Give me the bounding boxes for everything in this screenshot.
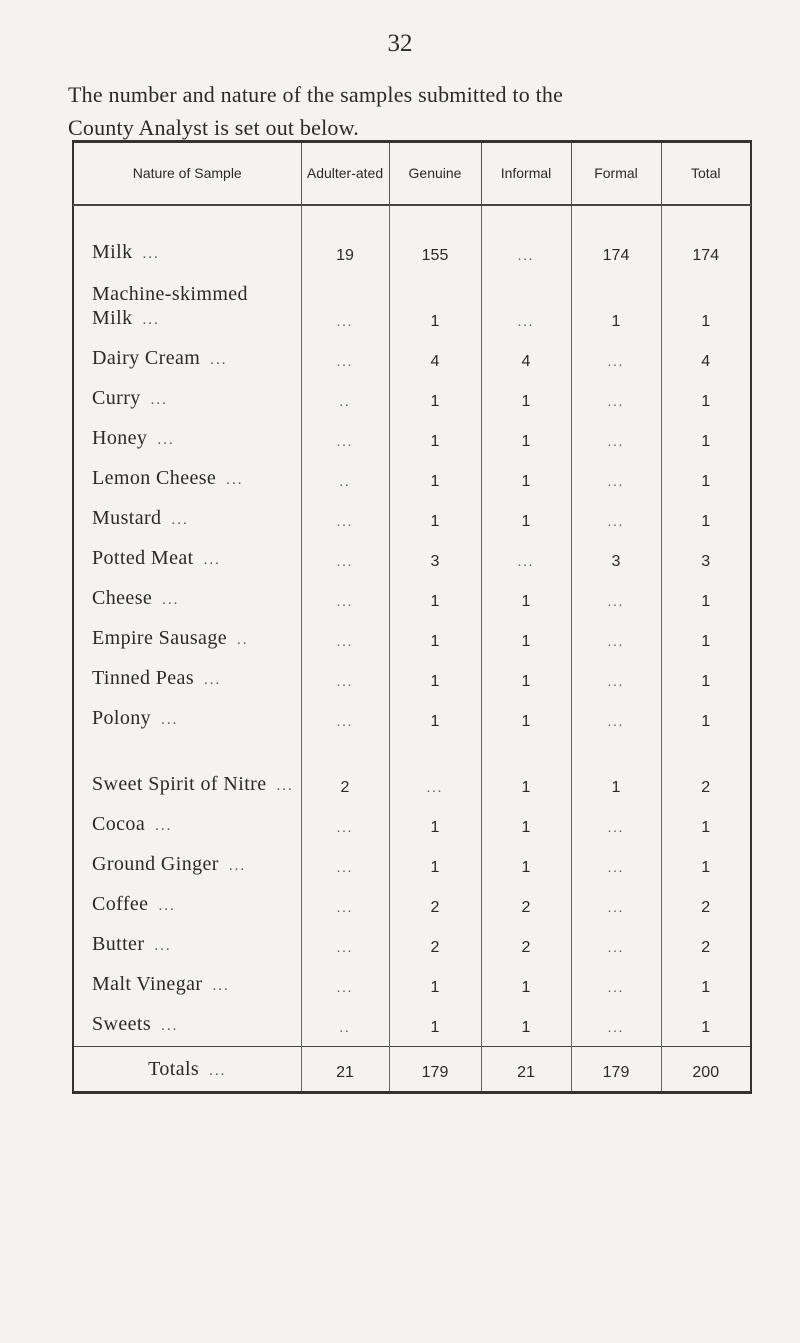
sample-name-cell [73,340,301,380]
cell-value: 19 [336,247,354,264]
cell-formal [571,846,661,886]
table-row [73,926,751,966]
header-adulterated: Adulter-ated [301,142,389,206]
totals-label: Totals [148,1058,200,1080]
sample-name-cell [73,580,301,620]
cell-adulterated [301,580,389,620]
header-informal: Informal [481,142,571,206]
leader-dots: ... [142,312,160,328]
sample-name: Empire Sausage [92,627,228,649]
cell-formal [571,1006,661,1047]
cell-informal [481,205,571,274]
nil-marker: ... [336,821,354,836]
cell-value: 174 [602,247,630,264]
cell-genuine [389,540,481,580]
cell-value: 1 [611,779,621,796]
leader-dots: ... [204,672,222,688]
nil-marker: ... [336,715,354,730]
cell-value: 1 [701,1019,711,1036]
table-row [73,500,751,540]
cell-adulterated [301,740,389,806]
cell-value: 1 [701,473,711,490]
cell-value: 1 [701,979,711,996]
sample-name-cell [73,205,301,274]
cell-value: 1 [521,593,531,610]
nil-marker: ... [607,715,625,730]
cell-formal [571,380,661,420]
cell-value: 2 [701,779,711,796]
sample-name-cell [73,274,301,340]
cell-genuine [389,846,481,886]
intro-line-1: The number and nature of the samples submitted to the [68,82,564,107]
totals-formal [571,1047,661,1093]
cell-informal [481,926,571,966]
cell-adulterated [301,540,389,580]
totals-total [661,1047,751,1093]
cell-total [661,274,751,340]
table-row [73,205,751,274]
cell-adulterated [301,1006,389,1047]
cell-value: 1 [430,819,440,836]
sample-name: Tinned Peas [92,667,195,689]
table-row [73,420,751,460]
cell-value: 1 [611,313,621,330]
sample-name: Machine-skimmed Milk [92,283,248,329]
cell-value: 4 [430,353,440,370]
cell-value: 2 [430,939,440,956]
nil-marker: ... [607,941,625,956]
cell-formal [571,460,661,500]
sample-name: Milk [92,241,133,263]
cell-total [661,660,751,700]
cell-formal [571,500,661,540]
cell-value: 1 [521,713,531,730]
cell-value: 1 [701,713,711,730]
nil-marker: ... [607,435,625,450]
leader-dots: ... [150,392,168,408]
leader-dots: ... [276,778,294,794]
cell-formal [571,966,661,1006]
cell-value: 1 [430,673,440,690]
cell-adulterated [301,886,389,926]
cell-genuine [389,740,481,806]
cell-genuine [389,1006,481,1047]
cell-value: 2 [701,939,711,956]
cell-adulterated [301,660,389,700]
sample-name-cell [73,620,301,660]
cell-value: 1 [430,593,440,610]
nil-marker: ... [517,315,535,330]
cell-formal [571,274,661,340]
cell-genuine [389,460,481,500]
leader-dots: ... [161,712,179,728]
cell-genuine [389,620,481,660]
nil-marker: .. [339,395,351,410]
totals-adulterated-value: 21 [336,1064,354,1081]
sample-name-cell [73,740,301,806]
leader-dots: ... [155,818,173,834]
table-row [73,580,751,620]
cell-informal [481,660,571,700]
sample-name: Polony [92,707,152,729]
nil-marker: ... [336,515,354,530]
table-row [73,620,751,660]
sample-name: Butter [92,933,145,955]
cell-adulterated [301,500,389,540]
table-row [73,806,751,846]
cell-value: 2 [521,939,531,956]
cell-adulterated [301,460,389,500]
sample-name: Sweet Spirit of Nitre [92,773,267,795]
sample-name: Lemon Cheese [92,467,217,489]
nil-marker: ... [336,555,354,570]
cell-informal [481,500,571,540]
cell-genuine [389,500,481,540]
cell-genuine [389,205,481,274]
sample-name: Dairy Cream [92,347,201,369]
nil-marker: ... [607,981,625,996]
leader-dots: ... [162,592,180,608]
nil-marker: ... [607,475,625,490]
sample-name-cell [73,806,301,846]
cell-total [661,966,751,1006]
cell-total [661,500,751,540]
table-row [73,966,751,1006]
cell-value: 1 [521,819,531,836]
table-row [73,540,751,580]
cell-value: 155 [421,247,449,264]
table-row [73,846,751,886]
cell-value: 1 [430,513,440,530]
totals-formal-value: 179 [602,1064,630,1081]
cell-total [661,886,751,926]
cell-formal [571,740,661,806]
cell-total [661,420,751,460]
cell-informal [481,580,571,620]
sample-name: Curry [92,387,141,409]
cell-total [661,806,751,846]
leader-dots: ... [210,352,228,368]
cell-value: 3 [701,553,711,570]
totals-informal [481,1047,571,1093]
cell-adulterated [301,700,389,740]
table-row [73,460,751,500]
cell-value: 3 [611,553,621,570]
totals-leader-dots: ... [209,1063,227,1079]
cell-value: 2 [340,779,350,796]
cell-genuine [389,966,481,1006]
cell-total [661,205,751,274]
cell-informal [481,540,571,580]
cell-genuine [389,580,481,620]
cell-value: 174 [692,247,720,264]
header-total: Total [661,142,751,206]
nil-marker: ... [336,435,354,450]
totals-informal-value: 21 [517,1064,535,1081]
cell-value: 1 [430,633,440,650]
cell-value: 1 [521,473,531,490]
sample-name-cell [73,540,301,580]
nil-marker: .. [339,475,351,490]
totals-row [73,1047,751,1093]
sample-name-cell [73,926,301,966]
cell-total [661,340,751,380]
sample-name: Cheese [92,587,153,609]
sample-name-cell [73,500,301,540]
cell-total [661,846,751,886]
cell-value: 1 [701,393,711,410]
nil-marker: ... [336,981,354,996]
cell-value: 1 [521,779,531,796]
cell-adulterated [301,274,389,340]
cell-value: 2 [701,899,711,916]
sample-name: Honey [92,427,148,449]
table-row [73,274,751,340]
cell-value: 1 [521,979,531,996]
cell-informal [481,340,571,380]
nil-marker: ... [607,861,625,876]
table-row [73,886,751,926]
cell-informal [481,420,571,460]
cell-value: 1 [701,859,711,876]
cell-formal [571,620,661,660]
totals-label-cell [73,1047,301,1093]
nil-marker: ... [607,395,625,410]
sample-name: Mustard [92,507,162,529]
cell-value: 1 [701,633,711,650]
cell-genuine [389,926,481,966]
cell-formal [571,886,661,926]
leader-dots: ... [161,1018,179,1034]
cell-value: 2 [430,899,440,916]
nil-marker: ... [426,781,444,796]
nil-marker: ... [517,249,535,264]
leader-dots: ... [158,898,176,914]
nil-marker: ... [607,515,625,530]
cell-value: 1 [430,313,440,330]
leader-dots: ... [142,246,160,262]
nil-marker: ... [607,595,625,610]
intro-line-2: County Analyst is set out below. [68,115,359,140]
cell-value: 1 [521,633,531,650]
cell-formal [571,806,661,846]
cell-informal [481,740,571,806]
cell-adulterated [301,846,389,886]
cell-formal [571,700,661,740]
cell-genuine [389,700,481,740]
cell-formal [571,926,661,966]
nil-marker: .. [339,1021,351,1036]
nil-marker: ... [607,901,625,916]
table-row [73,380,751,420]
leader-dots: .. [237,632,249,648]
nil-marker: ... [607,1021,625,1036]
nil-marker: ... [607,635,625,650]
cell-adulterated [301,966,389,1006]
sample-name: Potted Meat [92,547,194,569]
nil-marker: ... [336,941,354,956]
sample-name: Sweets [92,1013,152,1035]
cell-informal [481,620,571,660]
leader-dots: ... [203,552,221,568]
cell-value: 1 [430,979,440,996]
cell-value: 1 [430,393,440,410]
cell-value: 1 [701,313,711,330]
cell-formal [571,660,661,700]
totals-genuine-value: 179 [421,1064,449,1081]
nil-marker: ... [336,355,354,370]
sample-name: Ground Ginger [92,853,219,875]
leader-dots: ... [154,938,172,954]
cell-informal [481,806,571,846]
sample-name: Cocoa [92,813,146,835]
sample-name-cell [73,846,301,886]
sample-name-cell [73,660,301,700]
leader-dots: ... [212,978,230,994]
cell-genuine [389,660,481,700]
totals-total-value: 200 [692,1064,720,1081]
cell-value: 1 [521,859,531,876]
cell-total [661,460,751,500]
cell-value: 1 [521,393,531,410]
cell-value: 1 [430,433,440,450]
leader-dots: ... [226,472,244,488]
sample-name-cell [73,420,301,460]
cell-total [661,1006,751,1047]
cell-adulterated [301,340,389,380]
cell-formal [571,580,661,620]
cell-value: 1 [521,1019,531,1036]
samples-table [72,140,752,1094]
cell-value: 1 [701,673,711,690]
sample-name: Coffee [92,893,149,915]
cell-value: 1 [521,673,531,690]
header-genuine: Genuine [389,142,481,206]
table-header-row [73,142,751,206]
table-row [73,740,751,806]
leader-dots: ... [228,858,247,874]
nil-marker: ... [607,821,625,836]
cell-total [661,926,751,966]
cell-formal [571,420,661,460]
cell-total [661,580,751,620]
nil-marker: ... [517,555,535,570]
cell-total [661,540,751,580]
cell-value: 1 [430,1019,440,1036]
sample-name: Malt Vinegar [92,973,203,995]
cell-total [661,700,751,740]
cell-total [661,620,751,660]
sample-name-cell [73,460,301,500]
header-nature-of-sample: Nature of Sample [73,142,301,206]
cell-value: 1 [521,433,531,450]
leader-dots: ... [171,512,189,528]
cell-adulterated [301,620,389,660]
cell-informal [481,380,571,420]
table-row [73,700,751,740]
intro-paragraph [68,78,768,144]
page-number: 32 [387,30,413,57]
sample-name-cell [73,1006,301,1047]
cell-adulterated [301,926,389,966]
sample-name-cell [73,966,301,1006]
totals-adulterated [301,1047,389,1093]
cell-genuine [389,806,481,846]
cell-value: 1 [701,513,711,530]
cell-formal [571,205,661,274]
cell-informal [481,846,571,886]
cell-informal [481,886,571,926]
cell-value: 1 [701,819,711,836]
cell-informal [481,1006,571,1047]
table-row [73,340,751,380]
header-formal: Formal [571,142,661,206]
cell-value: 1 [521,513,531,530]
cell-genuine [389,340,481,380]
cell-genuine [389,420,481,460]
cell-value: 2 [521,899,531,916]
nil-marker: ... [336,315,354,330]
cell-formal [571,540,661,580]
table-body [73,205,751,1047]
cell-genuine [389,274,481,340]
table-row [73,1006,751,1047]
nil-marker: ... [607,675,625,690]
leader-dots: ... [157,432,175,448]
cell-informal [481,966,571,1006]
cell-adulterated [301,806,389,846]
sample-name-cell [73,700,301,740]
sample-name-cell [73,886,301,926]
cell-informal [481,274,571,340]
cell-value: 4 [701,353,711,370]
cell-total [661,380,751,420]
cell-informal [481,700,571,740]
sample-name-cell [73,380,301,420]
cell-total [661,740,751,806]
cell-informal [481,460,571,500]
nil-marker: ... [336,675,354,690]
cell-value: 1 [430,859,440,876]
nil-marker: ... [336,901,354,916]
cell-value: 1 [701,433,711,450]
table-row [73,660,751,700]
nil-marker: ... [336,635,354,650]
totals-genuine [389,1047,481,1093]
cell-value: 1 [430,713,440,730]
cell-value: 3 [430,553,440,570]
cell-value: 1 [701,593,711,610]
cell-adulterated [301,420,389,460]
cell-value: 1 [430,473,440,490]
nil-marker: ... [336,595,354,610]
cell-adulterated [301,380,389,420]
nil-marker: ... [607,355,625,370]
cell-value: 4 [521,353,531,370]
cell-adulterated [301,205,389,274]
cell-genuine [389,886,481,926]
cell-formal [571,340,661,380]
nil-marker: ... [336,861,354,876]
cell-genuine [389,380,481,420]
